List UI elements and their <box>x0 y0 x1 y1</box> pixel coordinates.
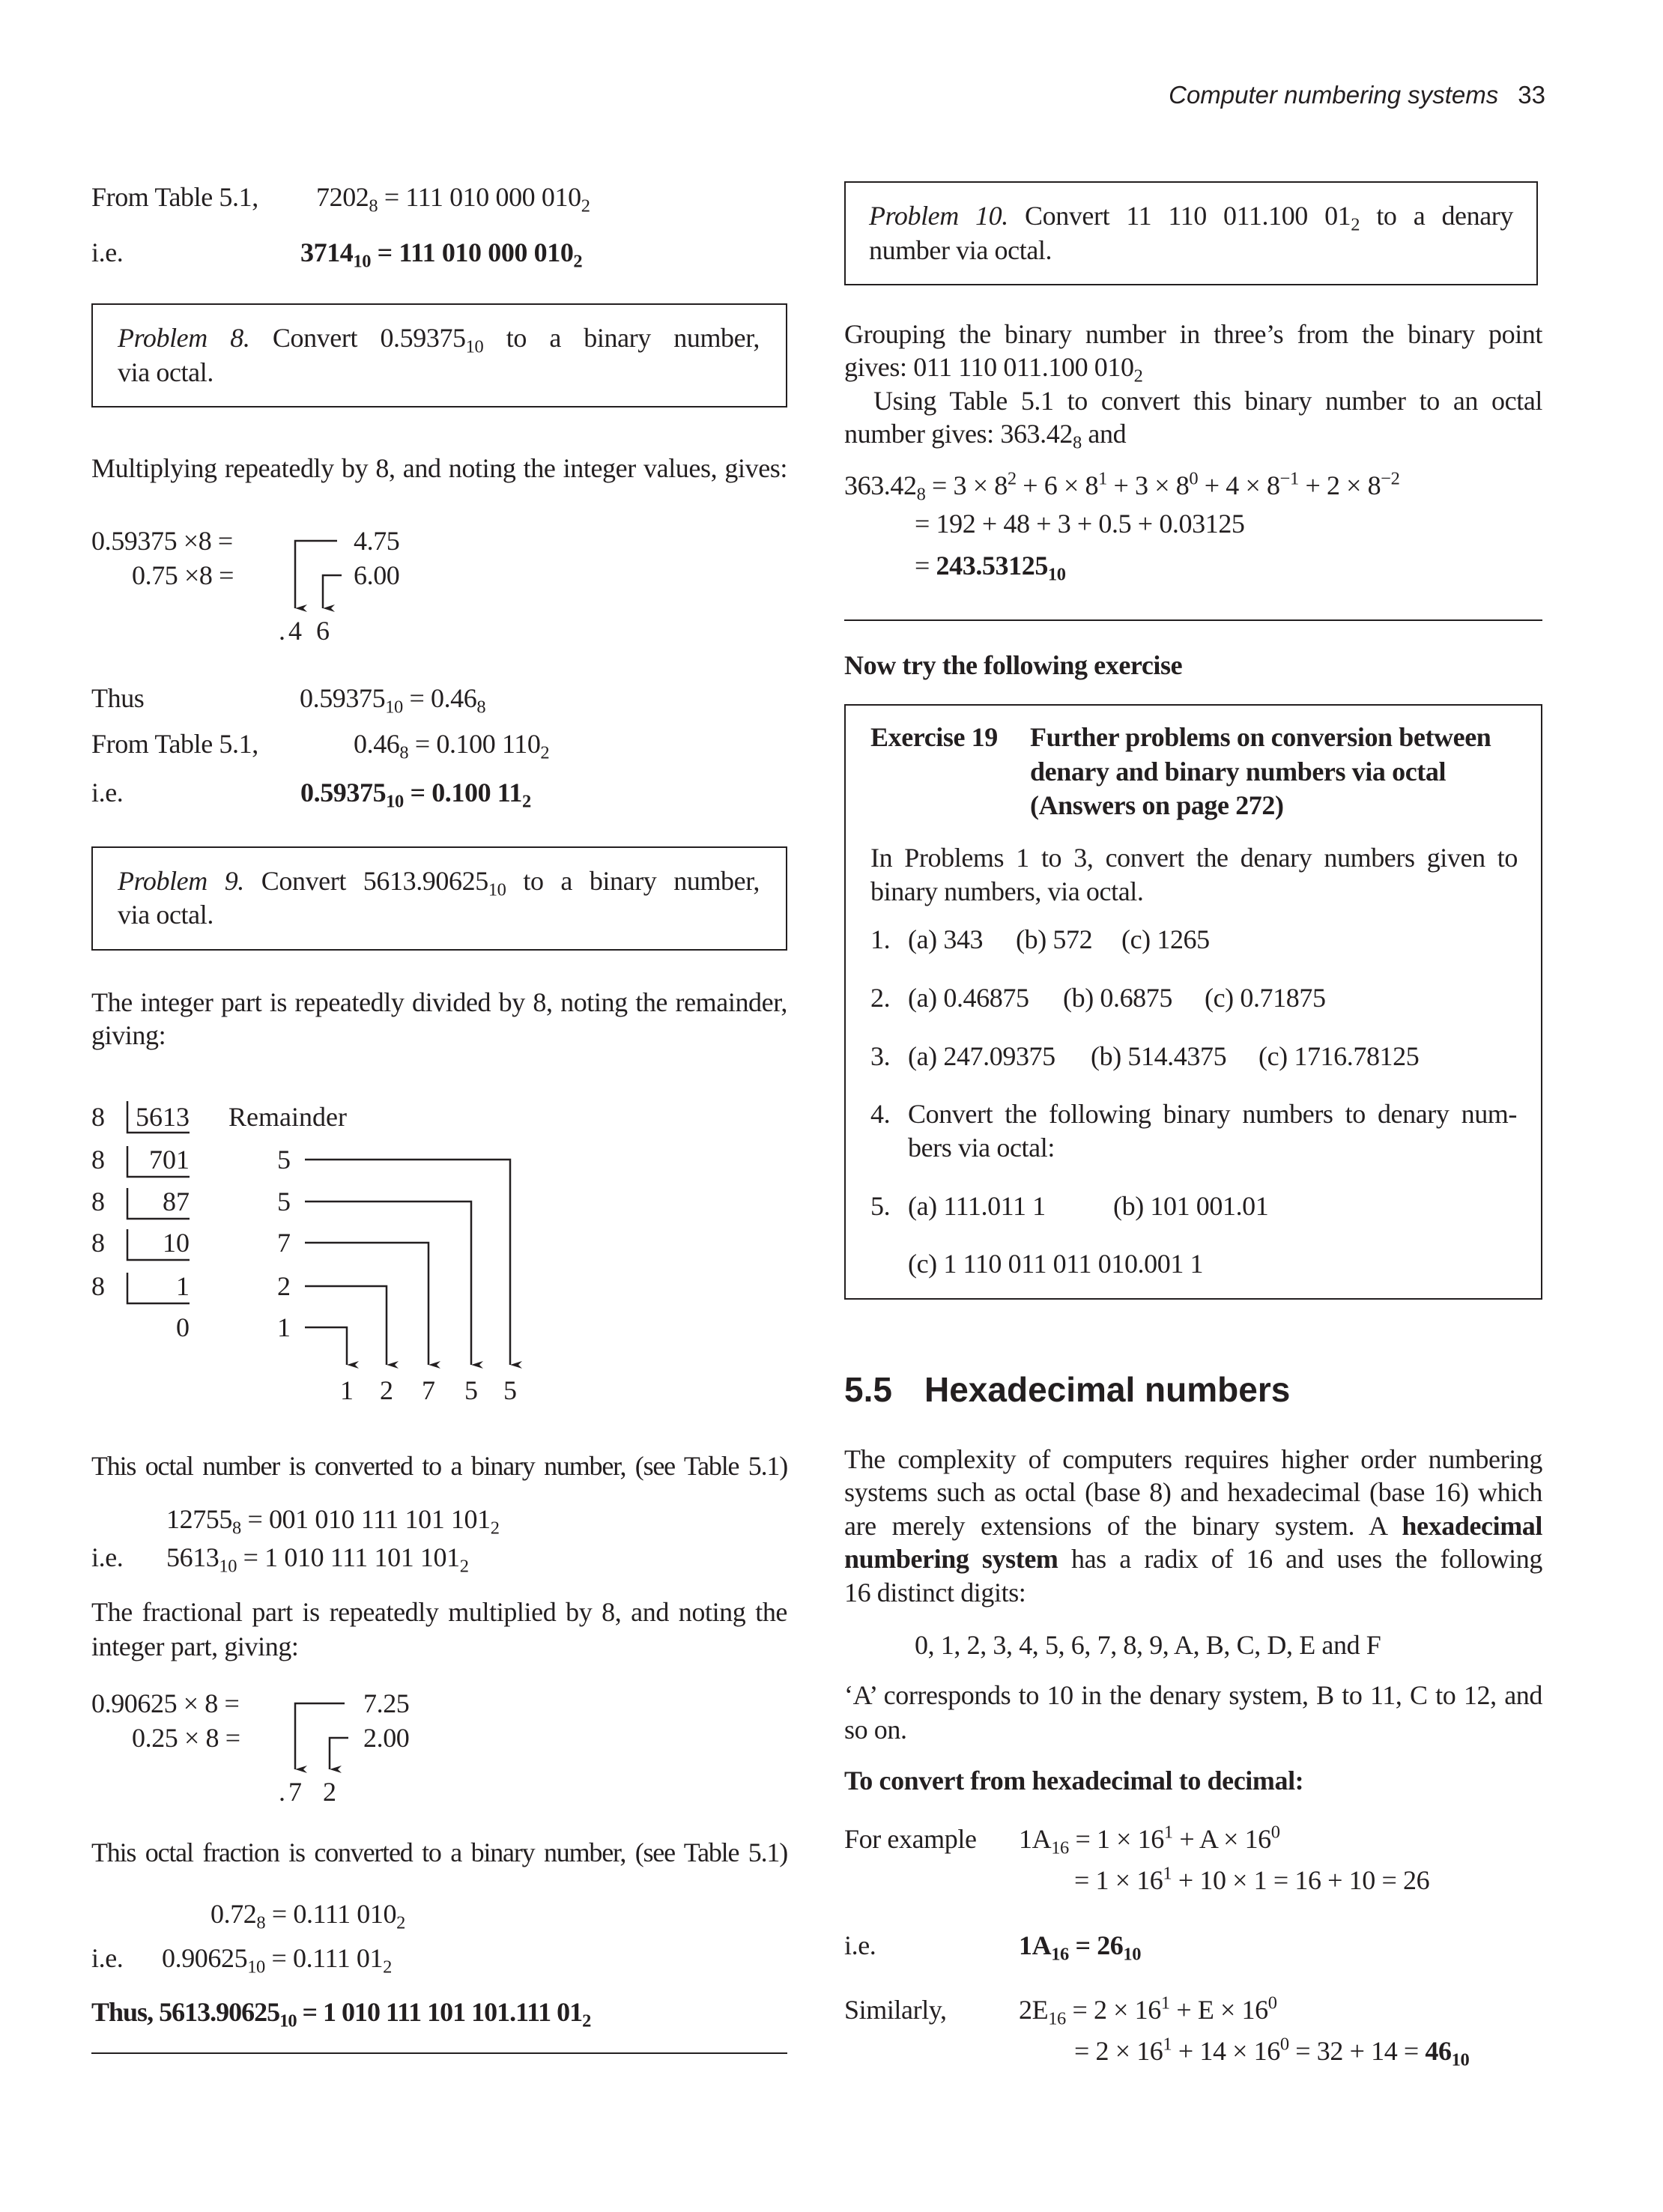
mult-result: 7.25 <box>363 1688 410 1718</box>
section-divider <box>91 2052 787 2054</box>
arrow-down-icon <box>330 1738 348 1769</box>
problem-9-box <box>91 846 787 951</box>
quotient: 10 <box>163 1228 190 1258</box>
item-part: (c) 0.71875 <box>1205 983 1326 1013</box>
quotient: 5613 <box>136 1102 190 1132</box>
paragraph: gives: 011 110 011.100 $010_2$ <box>844 352 1143 387</box>
arrow-down-icon <box>305 1243 428 1365</box>
mult-result: 2.00 <box>363 1723 410 1753</box>
text: = $2 \times 16^1 + 14 \times 16^0 = 32 + 14$ = <box>1074 2034 1426 2066</box>
section-divider <box>844 619 1542 621</box>
equals: = <box>915 551 936 581</box>
remainder-arrows <box>305 1160 510 1365</box>
octal-digit: 2 <box>323 1777 336 1807</box>
subheading: To convert from hexadecimal to decimal: <box>844 1766 1304 1796</box>
exercise-title: (Answers on page 272) <box>1030 790 1284 820</box>
arrow-down-icon <box>305 1286 387 1365</box>
problem-10-box <box>844 181 1538 285</box>
similarly-label: Similarly, <box>844 1995 947 2025</box>
exercise-intro-text: In Problems 1 to 3, convert the denary numbers given to <box>870 843 1518 873</box>
paragraph: 16 distinct digits: <box>844 1578 1026 1608</box>
item-part: (a) 111.011 1 <box>908 1191 1046 1221</box>
item-number: 5. <box>870 1191 891 1221</box>
result-equation: $1A_{16} = 26_{10}$ <box>1019 1930 1142 1965</box>
paragraph: This octal number is converted to a binary number, (see Table 5.1) <box>91 1451 787 1481</box>
equation: = 192 + 48 + 3 + 0.5 + 0.03125 <box>915 509 1245 539</box>
octal-dot: . <box>279 616 285 646</box>
remainder: 2 <box>277 1271 291 1301</box>
mult-row: 0.59375 ×8 = <box>91 526 233 556</box>
mult2-arrows <box>295 1703 348 1769</box>
item-number: 4. <box>870 1099 891 1129</box>
divisor: 8 <box>91 1228 105 1258</box>
paragraph: The complexity of computers requires higher order numbering <box>844 1444 1542 1474</box>
equation: = $1 \times 16^1 + 10 \times 1 = 16 + 10 = 26$ <box>1074 1863 1430 1895</box>
problem-10-line1 <box>869 201 1513 235</box>
quotient: 1 <box>176 1271 190 1301</box>
equation <box>1074 2034 1470 2070</box>
item-number: 1. <box>870 924 891 954</box>
result: $46_{10}$ <box>1425 2036 1470 2070</box>
equation: $363.42_8 = 3 \times 8^2 + 6 \times 8^1 + 3 \times 8^0 + 4 \times 8^{-1} + 2 \times 8^{-2}$ <box>844 468 1400 505</box>
mult-row: 0.25 × 8 = <box>132 1723 240 1753</box>
octal-dot: . <box>279 1777 285 1807</box>
divisor: 8 <box>91 1271 105 1301</box>
paragraph: Using Table 5.1 to convert this binary number to an octal <box>873 386 1542 416</box>
item-text: Convert the following binary numbers to denary num- <box>908 1099 1517 1129</box>
problem-9-line2: via octal. <box>118 900 213 930</box>
text: are merely extensions of the binary system. A <box>844 1511 1402 1541</box>
divisor: 8 <box>91 1145 105 1175</box>
hex-digits: 0, 1, 2, 3, 4, 5, 6, 7, 8, 9, A, B, C, D, E and F <box>915 1630 1381 1660</box>
item-part: (b) 514.4375 <box>1091 1041 1227 1071</box>
result: $243.53125_{10}$ <box>936 551 1066 585</box>
item-number: 2. <box>870 983 891 1013</box>
remainder-label: Remainder <box>228 1102 347 1132</box>
mult-result: 6.00 <box>354 560 400 590</box>
octal-digit: 5 <box>503 1375 517 1405</box>
equation: $0.46_8 = 0.100$ $110_2$ <box>354 729 550 763</box>
equation: $2E_{16} = 2 \times 16^1 + E \times 16^0$ <box>1019 1993 1277 2029</box>
remainder: 5 <box>277 1145 291 1175</box>
paragraph: This octal fraction is converted to a binary number, (see Table 5.1) <box>91 1837 787 1867</box>
paragraph: integer part, giving: <box>91 1631 299 1661</box>
problem-label: Problem 9. <box>118 866 244 896</box>
equation: $5613_{10} = 1$ 010 111 101 $101_2$ <box>166 1542 469 1577</box>
problem-9-line1 <box>118 866 760 900</box>
divisor: 8 <box>91 1187 105 1216</box>
chapter-title: Computer numbering systems <box>1169 81 1499 109</box>
paragraph: systems such as octal (base 8) and hexadecimal (base 16) which <box>844 1477 1542 1507</box>
item-part: (c) 1265 <box>1121 924 1210 954</box>
arrow-down-icon <box>323 575 342 608</box>
octal-digit: 5 <box>464 1375 478 1405</box>
octal-digit: 7 <box>288 1777 302 1807</box>
running-header <box>1169 81 1545 109</box>
exercise-intro: Now try the following exercise <box>844 650 1183 680</box>
item-part: (a) 0.46875 <box>908 983 1029 1013</box>
term: numbering system <box>844 1544 1058 1574</box>
result-equation: $3714_{10} = 111$ 010 000 $010_2$ <box>300 237 583 272</box>
exercise-label: Exercise 19 <box>870 722 998 752</box>
equation: $1A_{16} = 1 \times 16^1 + A \times 16^0$ <box>1019 1822 1280 1858</box>
term: hexadecimal <box>1402 1511 1542 1541</box>
item-part: (c) 1 110 011 011 010.001 1 <box>908 1249 1204 1279</box>
thus-label: Thus <box>91 683 145 713</box>
equation: $7202_8 = 111$ 010 000 $010_2$ <box>316 182 590 216</box>
ie-label: i.e. <box>91 1542 124 1572</box>
octal-digit: 2 <box>380 1375 393 1405</box>
paragraph: so on. <box>844 1715 907 1745</box>
section-number: 5.5 <box>844 1370 892 1409</box>
arrow-down-icon <box>305 1327 347 1365</box>
ie-label: i.e. <box>91 778 124 807</box>
octal-digit: 1 <box>340 1375 354 1405</box>
arrow-down-icon <box>305 1160 510 1365</box>
text: has a radix of 16 and uses the following <box>1058 1544 1542 1574</box>
paragraph: The fractional part is repeatedly multiplied by 8, and noting the <box>91 1597 787 1627</box>
problem-text: Convert $5613.90625_{10}$ to a binary number, <box>261 866 760 900</box>
example-label: For example <box>844 1824 977 1854</box>
equation: $0.72_8 = 0.111$ $010_2$ <box>210 1899 405 1933</box>
item-part: (a) 343 <box>908 924 984 954</box>
paragraph <box>844 1544 1542 1574</box>
section-title: Hexadecimal numbers <box>924 1370 1291 1409</box>
equation: $12755_8 = 001$ 010 111 101 $101_2$ <box>166 1504 500 1539</box>
exercise-title: denary and binary numbers via octal <box>1030 757 1447 787</box>
paragraph: The integer part is repeatedly divided by 8, noting the remainder, <box>91 987 787 1017</box>
final-result: Thus, $5613.90625_{10} = 1$ 010 111 101 101.111 $01_2$ <box>91 1997 591 2031</box>
problem-text: Convert 11 110 011.100 $01_2$ to a denary <box>1025 201 1513 235</box>
problem-8-box <box>91 303 787 407</box>
table-label: From Table 5.1, <box>91 729 258 759</box>
arrow-down-icon <box>305 1202 471 1365</box>
item-part: (c) 1716.78125 <box>1258 1041 1420 1071</box>
mult-row: 0.90625 × 8 = <box>91 1688 240 1718</box>
section-heading <box>844 1369 1290 1410</box>
paragraph: giving: <box>91 1020 166 1050</box>
octal-digit: 7 <box>422 1375 435 1405</box>
ie-label: i.e. <box>91 1943 124 1973</box>
remainder: 7 <box>277 1228 291 1258</box>
remainder: 1 <box>277 1312 291 1342</box>
item-part: (a) 247.09375 <box>908 1041 1055 1071</box>
exercise-intro-text: binary numbers, via octal. <box>870 876 1144 906</box>
problem-label: Problem 8. <box>118 323 250 353</box>
table-label: From Table 5.1, <box>91 182 258 212</box>
problem-10-line2: number via octal. <box>869 235 1052 265</box>
arrow-down-icon <box>295 541 337 608</box>
paragraph: ‘A’ corresponds to 10 in the denary system, B to 11, C to 12, and <box>844 1680 1542 1710</box>
paragraph: Multiplying repeatedly by 8, and noting the integer values, gives: <box>91 453 787 483</box>
octal-digit: 4 <box>288 616 302 646</box>
problem-label: Problem 10. <box>869 201 1008 231</box>
item-text: bers via octal: <box>908 1133 1055 1163</box>
remainder: 5 <box>277 1187 291 1216</box>
result-equation: $0.59375_{10} = 0.100$ $11_2$ <box>300 778 531 812</box>
quotient: 701 <box>149 1145 190 1175</box>
paragraph: number gives: $363.42_8$ and <box>844 419 1127 453</box>
item-part: (b) 0.6875 <box>1063 983 1172 1013</box>
page-number: 33 <box>1518 81 1545 109</box>
item-number: 3. <box>870 1041 891 1071</box>
quotient: 87 <box>163 1187 190 1216</box>
problem-8-line1 <box>118 323 760 357</box>
arrow-down-icon <box>295 1703 345 1769</box>
equation: $0.90625_{10} = 0.111$ $01_2$ <box>162 1943 392 1978</box>
division-brackets <box>127 1101 190 1303</box>
mult-result: 4.75 <box>354 526 400 556</box>
quotient: 0 <box>176 1312 190 1342</box>
paragraph: Grouping the binary number in three’s from the binary point <box>844 319 1542 349</box>
division-diagram <box>91 1101 517 1405</box>
octal-digit: 6 <box>316 616 330 646</box>
mult1-arrows <box>295 541 342 608</box>
equation <box>915 551 1066 585</box>
problem-8-line2: via octal. <box>118 357 213 387</box>
divisor: 8 <box>91 1102 105 1132</box>
problem-text: Convert $0.59375_{10}$ to a binary number, <box>272 323 760 357</box>
item-part: (b) 101 001.01 <box>1113 1191 1269 1221</box>
equation: $0.59375_{10} = 0.46_8$ <box>300 683 486 718</box>
paragraph <box>844 1511 1542 1541</box>
item-part: (b) 572 <box>1016 924 1093 954</box>
mult-row: 0.75 ×8 = <box>132 560 234 590</box>
ie-label: i.e. <box>844 1930 876 1960</box>
ie-label: i.e. <box>91 237 124 267</box>
exercise-title: Further problems on conversion between <box>1030 722 1491 752</box>
